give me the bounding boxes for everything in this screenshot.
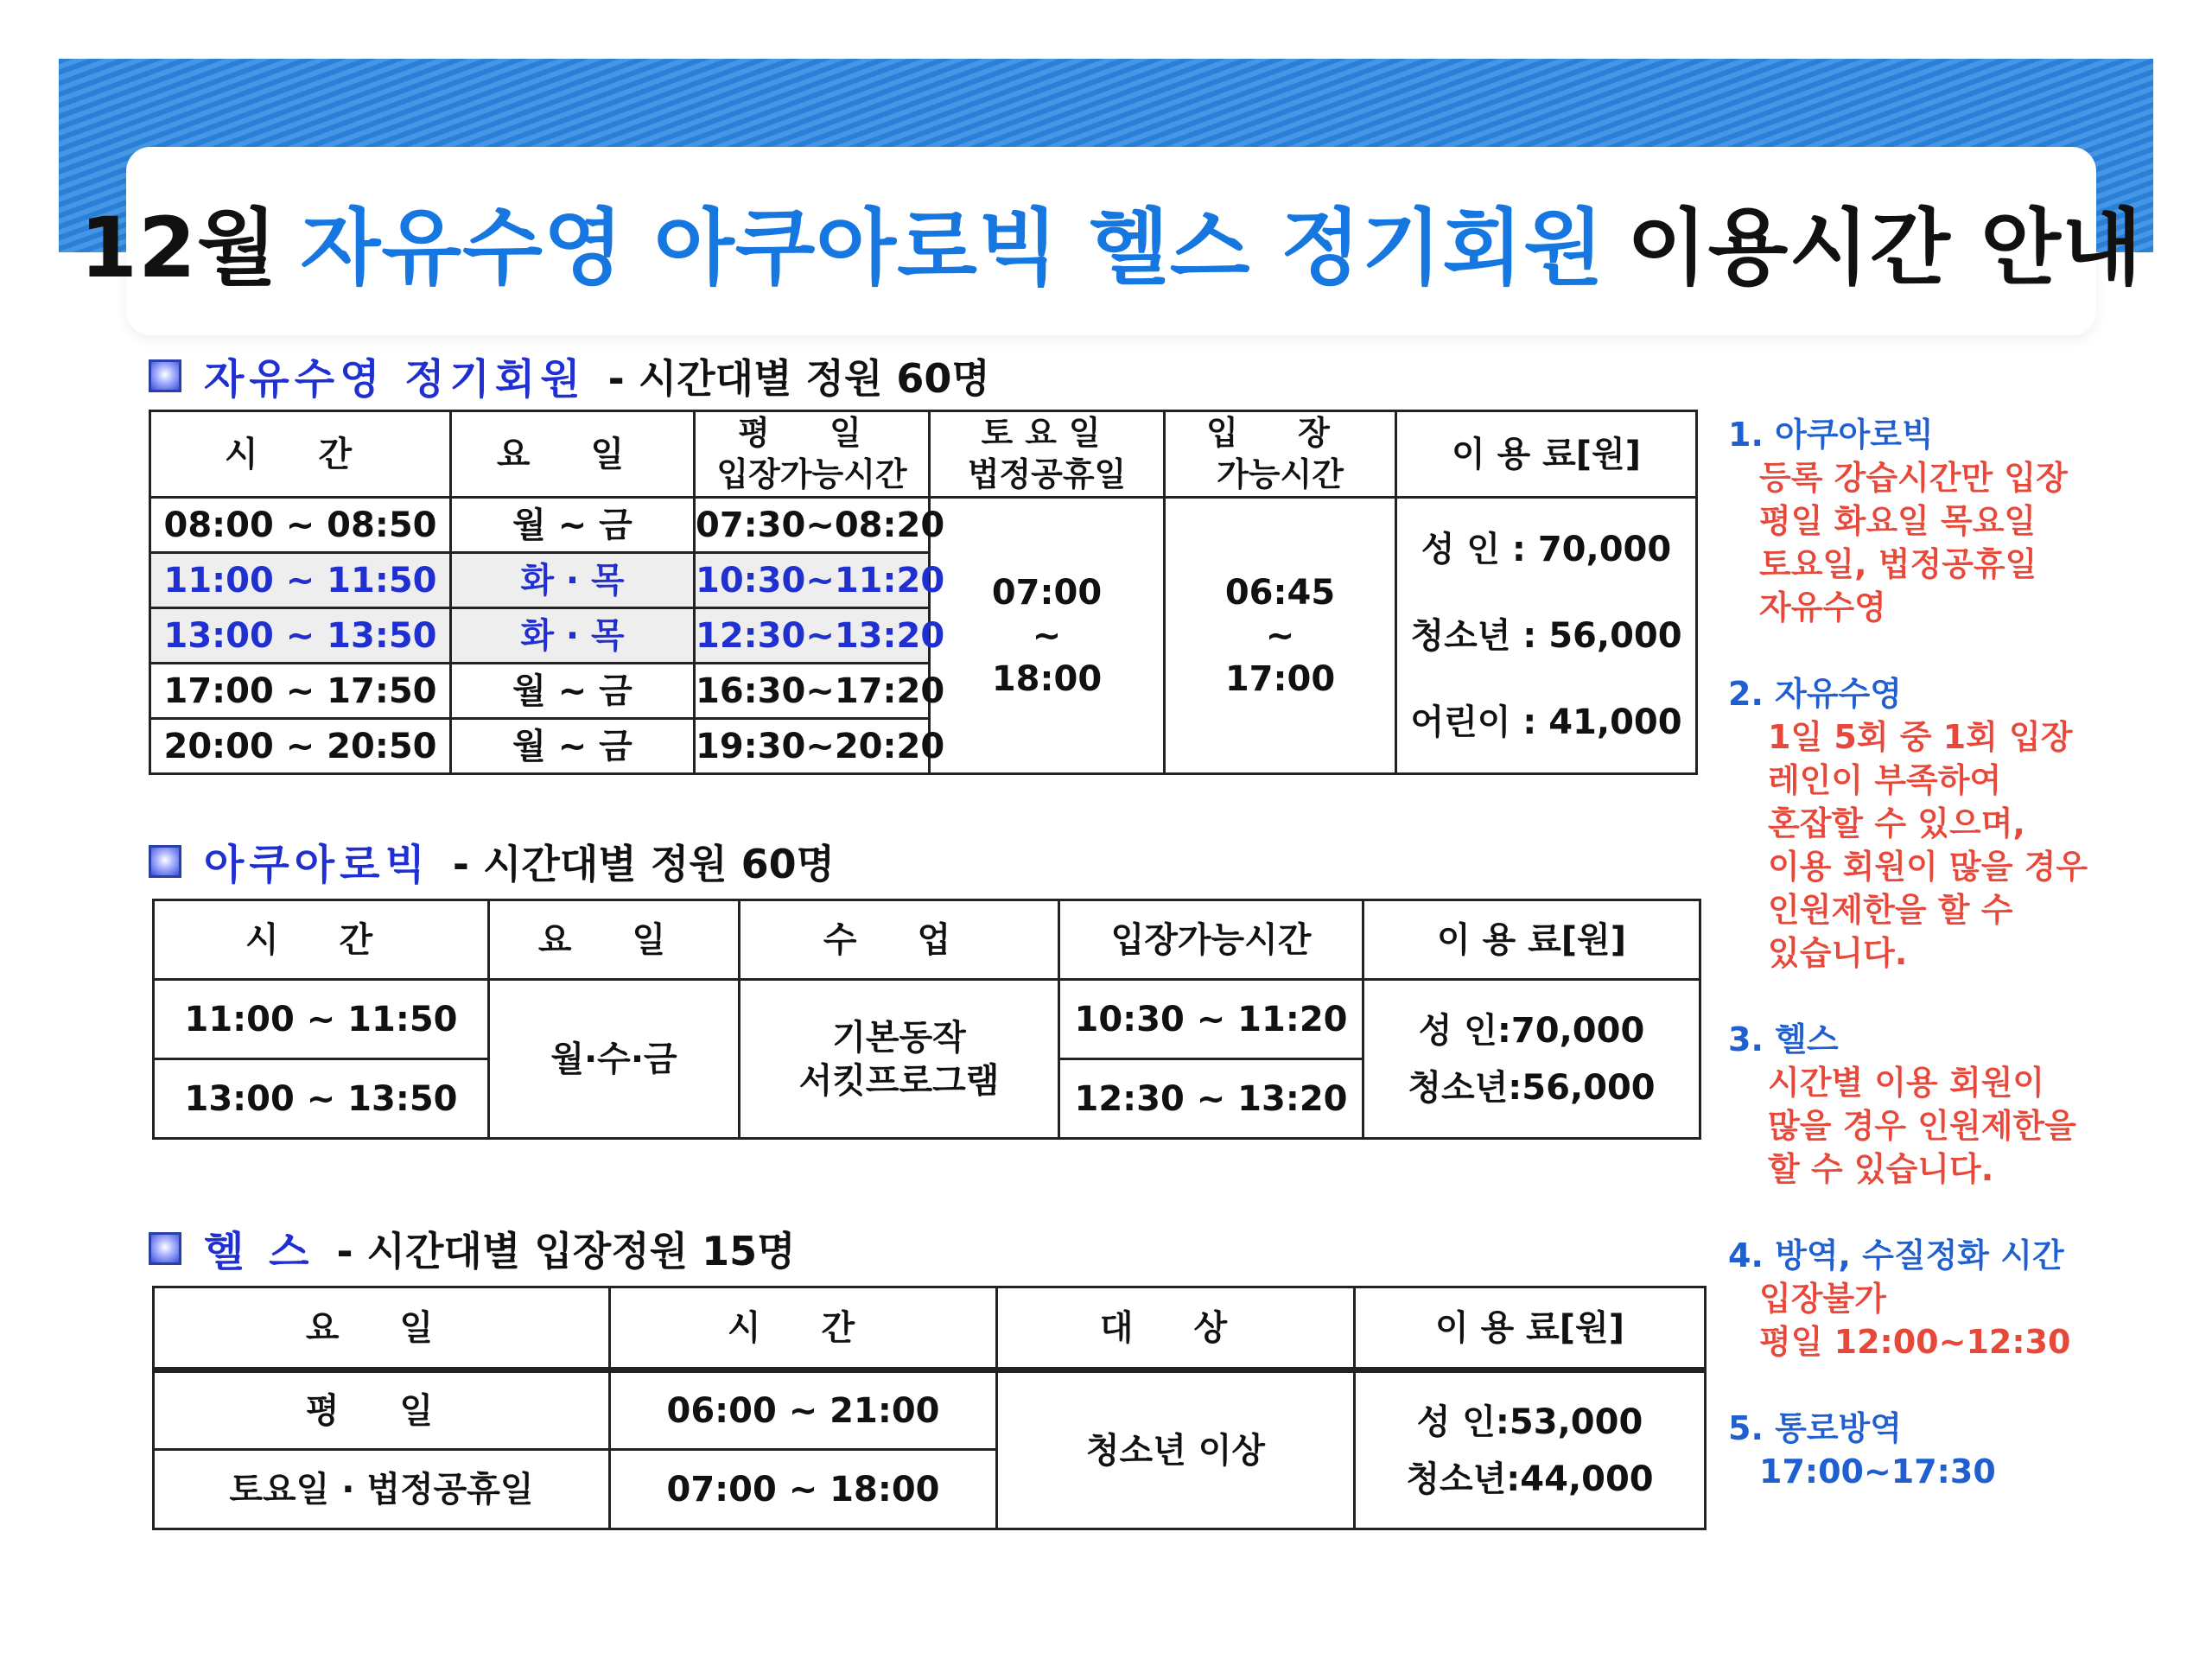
swim-schedule-table [149,410,1698,775]
gym-row-time: 06:00 ~ 21:00 [610,1370,997,1450]
square-bullet-icon [149,845,181,878]
header-weekend: 토요일 법정공휴일 [930,411,1165,498]
header-time: 시 간 [150,411,451,498]
swim-row-time: 11:00 ~ 11:50 [150,553,451,608]
header-fee: 이 용 료[원] [1355,1287,1706,1370]
swim-row-time: 17:00 ~ 17:50 [150,664,451,719]
gym-section-capacity: - 시간대별 입장정원 15명 [336,1227,796,1274]
swim-row-time: 13:00 ~ 13:50 [150,608,451,664]
note-disinfection: 4. 방역, 수질정화 시간 입장불가 평일 12:00~12:30 [1728,1236,2071,1361]
header-class: 수 업 [740,900,1059,980]
swim-row-day: 월 ~ 금 [451,664,695,719]
header-entry-time: 입 장 가능시간 [1165,411,1396,498]
aqua-fees: 성 인:70,000 청소년:56,000 [1363,980,1700,1139]
header-day: 요 일 [154,1287,610,1370]
header-time: 시 간 [610,1287,997,1370]
header-day: 요 일 [489,900,740,980]
header-fee: 이 용 료[원] [1396,411,1697,498]
swim-entry-hours: 06:45 ~ 17:00 [1165,498,1396,774]
note-passage-disinfection: 5. 통로방역 17:00~17:30 [1728,1409,1996,1491]
aqua-class: 기본동작 서킷프로그램 [740,980,1059,1139]
swim-row-entry: 10:30~11:20 [695,553,930,608]
header-fee: 이 용 료[원] [1363,900,1700,980]
gym-section-name: 헬 스 [204,1228,315,1276]
title-suffix: 이용시간 안내 [1626,199,2143,296]
square-bullet-icon [149,359,181,392]
aqua-section-heading [149,831,835,891]
aqua-day: 월·수·금 [489,980,740,1139]
aqua-row-entry: 12:30 ~ 13:20 [1059,1059,1363,1139]
header-weekday-entry: 평 일 입장가능시간 [695,411,930,498]
swim-weekend-hours: 07:00 ~ 18:00 [930,498,1165,774]
header-time: 시 간 [154,900,489,980]
swim-section-name: 자유수영 정기회원 [204,355,586,404]
gym-schedule-table [152,1286,1707,1530]
title-programs: 자유수영 아쿠아로빅 헬스 정기회원 [300,199,1605,296]
aqua-section-name: 아쿠아로빅 [204,841,430,889]
swim-row-entry: 16:30~17:20 [695,664,930,719]
note-aquarobics: 1. 아쿠아로빅 등록 강습시간만 입장 평일 화요일 목요일 토요일, 법정공휴일 자유수영 [1728,416,2068,626]
swim-row-day: 화 · 목 [451,553,695,608]
aqua-row-entry: 10:30 ~ 11:20 [1059,980,1363,1059]
swim-row-time: 20:00 ~ 20:50 [150,719,451,774]
aqua-row-time: 13:00 ~ 13:50 [154,1059,489,1139]
swim-row-day: 화 · 목 [451,608,695,664]
aqua-schedule-table [152,899,1701,1140]
swim-row-day: 월 ~ 금 [451,719,695,774]
gym-row-day: 토요일 · 법정공휴일 [154,1450,610,1529]
note-free-swim: 2. 자유수영 1일 5회 중 1회 입장 레인이 부족하여 혼잡할 수 있으며, 이용 회원이 많을 경우 인원제한을 할 수 있습니다. [1728,675,2088,972]
gym-fees: 성 인:53,000 청소년:44,000 [1355,1370,1706,1529]
gym-target: 청소년 이상 [997,1370,1355,1529]
swim-row-entry: 12:30~13:20 [695,608,930,664]
header-entry-time: 입장가능시간 [1059,900,1363,980]
swim-section-capacity: - 시간대별 정원 60명 [607,354,990,402]
swim-row-entry: 07:30~08:20 [695,498,930,553]
swim-fees: 성 인 : 70,000 청소년 : 56,000 어린이 : 41,000 [1396,498,1697,774]
aqua-row-time: 11:00 ~ 11:50 [154,980,489,1059]
note-gym: 3. 헬스 시간별 이용 회원이 많을 경우 인원제한을 할 수 있습니다. [1728,1020,2076,1188]
gym-row-time: 07:00 ~ 18:00 [610,1450,997,1529]
notes-panel [1728,413,2195,1536]
gym-row-day: 평 일 [154,1370,610,1450]
swim-row-time: 08:00 ~ 08:50 [150,498,451,553]
header-target: 대 상 [997,1287,1355,1370]
page-title [79,147,2143,335]
swim-row-entry: 19:30~20:20 [695,719,930,774]
header-day: 요 일 [451,411,695,498]
swim-row-day: 월 ~ 금 [451,498,695,553]
aqua-section-capacity: - 시간대별 정원 60명 [452,840,836,887]
gym-section-heading [149,1218,796,1278]
swim-section-heading [149,346,990,405]
square-bullet-icon [149,1232,181,1265]
title-month: 12월 [79,199,278,296]
